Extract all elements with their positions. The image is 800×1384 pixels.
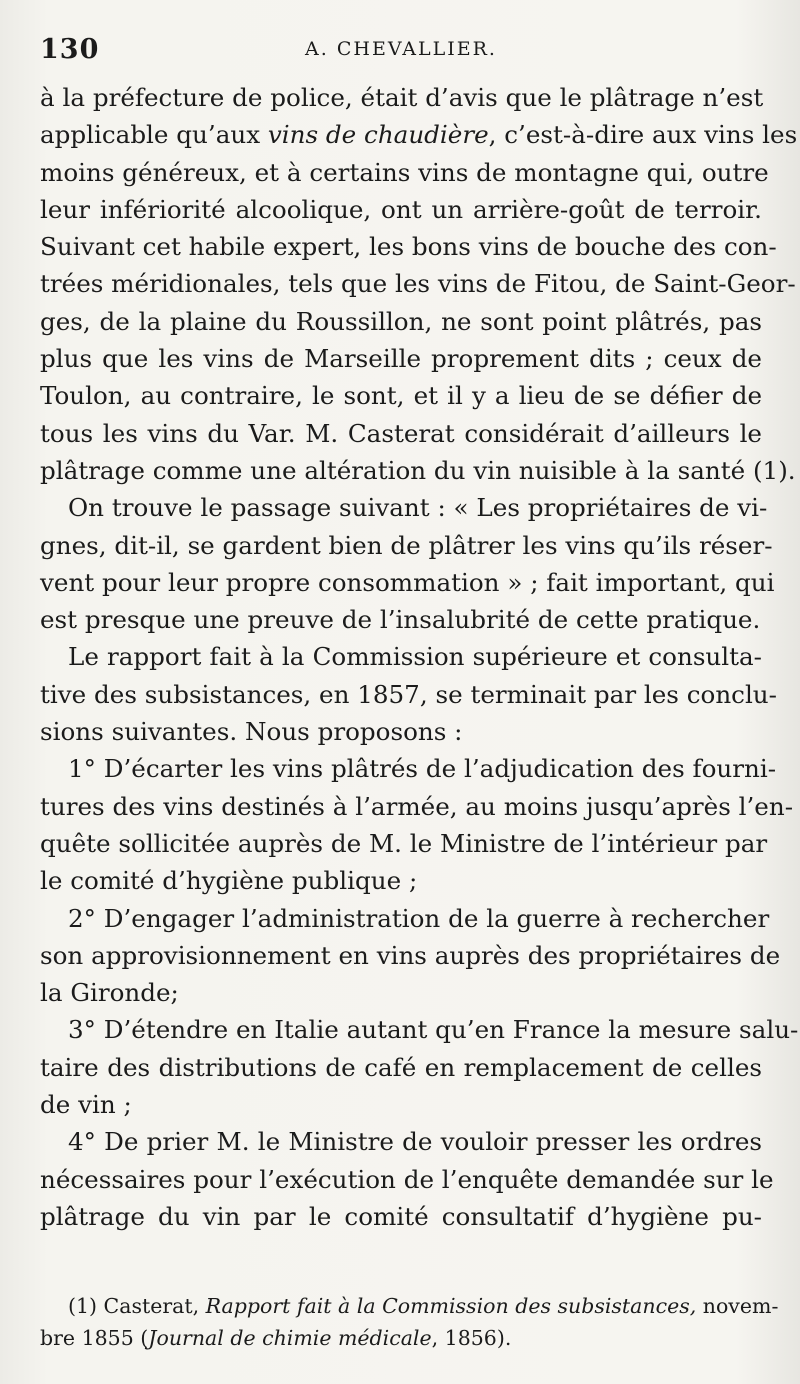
text-line: plâtrage du vin par le comité consultatif d’hygiène pu-	[40, 1201, 762, 1231]
text-line: de vin ;	[40, 1090, 132, 1120]
text-line: plus que les vins de Marseille proprement dits ; ceux de	[40, 344, 762, 374]
text-line: vent pour leur propre consommation » ; fait important, qui	[40, 567, 775, 597]
paragraph	[40, 79, 798, 489]
text-line: à la préfecture de police, était d’avis que le plâtrage n’est	[40, 83, 764, 112]
text-line: 2° D’engager l’administration de la guerre à rechercher	[68, 903, 770, 933]
italic-phrase: Rapport fait à la Commission des subsistances,	[205, 1294, 697, 1318]
text-line: applicable qu’aux vins de chaudière, c’est-à-dire aux vins les	[40, 120, 798, 150]
running-head: A. CHEVALLIER.	[305, 38, 497, 60]
text-line: 4° De prier M. le Ministre de vouloir presser les ordres	[68, 1127, 762, 1157]
page-header	[40, 34, 762, 74]
text-line: taire des distributions de café en remplacement de celles	[40, 1052, 762, 1082]
text-line: quête sollicitée auprès de M. le Ministre de l’intérieur par	[40, 828, 768, 858]
footnote-line: (1) Casterat, Rapport fait à la Commission des subsistances, novem-	[68, 1294, 779, 1318]
text-line: plâtrage comme une altération du vin nuisible à la santé (1).	[40, 455, 796, 485]
text-line: gnes, dit-il, se gardent bien de plâtrer les vins qu’ils réser-	[40, 530, 773, 560]
footnote-line: bre 1855 (Journal de chimie médicale, 1856).	[40, 1326, 512, 1350]
text-line: On trouve le passage suivant : « Les propriétaires de vi-	[68, 493, 768, 523]
text-line: le comité d’hygiène publique ;	[40, 866, 418, 896]
paragraph	[40, 489, 775, 638]
text-line: 3° D’étendre en Italie autant qu’en France la mesure salu-	[68, 1015, 799, 1045]
text-line: Suivant cet habile expert, les bons vins de bouche des con-	[40, 232, 777, 262]
text-line: moins généreux, et à certains vins de montagne qui, outre	[40, 157, 769, 187]
text-line: nécessaires pour l’exécution de l’enquête demandée sur le	[40, 1164, 774, 1194]
text-line: Toulon, au contraire, le sont, et il y a lieu de se défier de	[40, 381, 762, 411]
list-item	[40, 750, 794, 899]
footnote	[40, 1290, 779, 1354]
list-item	[40, 900, 781, 1012]
paragraph	[40, 638, 777, 750]
text-line: la Gironde;	[40, 978, 179, 1008]
italic-phrase: vins de chaudière	[267, 120, 489, 150]
text-line: sions suivantes. Nous proposons :	[40, 717, 463, 747]
text-line: Le rapport fait à la Commission supérieure et consulta-	[68, 642, 762, 672]
body-text	[40, 79, 799, 1235]
text-line: tive des subsistances, en 1857, se terminait par les conclu-	[40, 679, 777, 709]
text-line: son approvisionnement en vins auprès des propriétaires de	[40, 940, 781, 970]
text-line: 1° D’écarter les vins plâtrés de l’adjudication des fourni-	[68, 754, 777, 784]
text-line: tous les vins du Var. M. Casterat considérait d’ailleurs le	[40, 418, 762, 448]
text-line: ges, de la plaine du Roussillon, ne sont point plâtrés, pas	[40, 306, 762, 336]
italic-phrase: Journal de chimie médicale	[148, 1326, 432, 1350]
page-number: 130	[40, 34, 100, 65]
list-item	[40, 1123, 774, 1235]
text-line: leur infériorité alcoolique, ont un arrière-goût de terroir.	[40, 194, 762, 224]
text-line: est presque une preuve de l’insalubrité de cette pratique.	[40, 605, 761, 635]
text-line: trées méridionales, tels que les vins de Fitou, de Saint-Geor-	[40, 269, 796, 299]
list-item	[40, 1011, 799, 1123]
text-line: tures des vins destinés à l’armée, au moins jusqu’après l’en-	[40, 791, 794, 821]
